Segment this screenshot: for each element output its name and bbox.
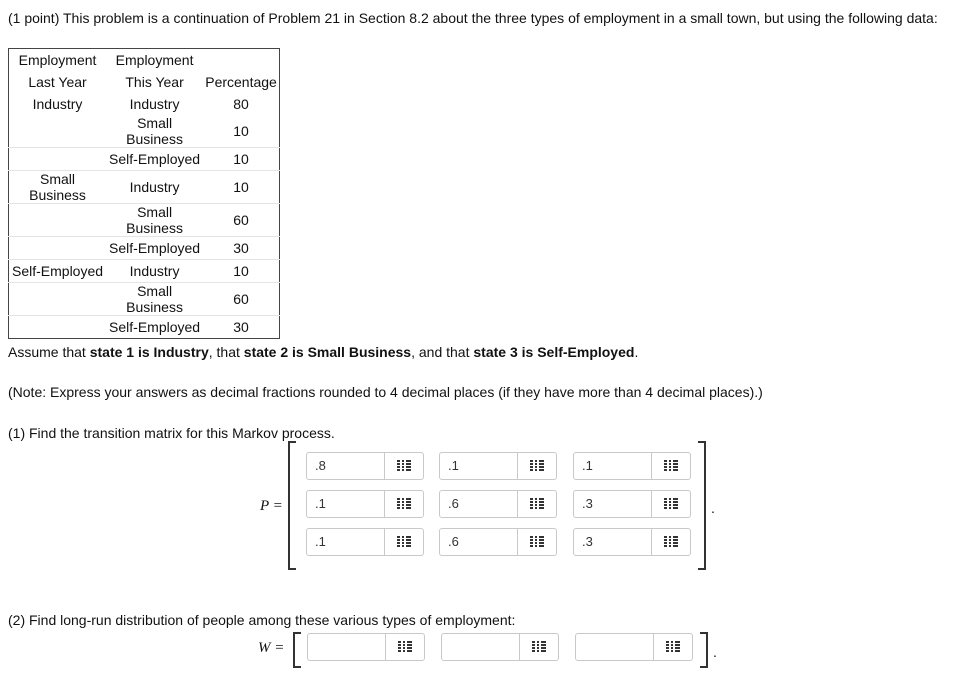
table-cell: Self-Employed [9,260,107,283]
matrix-left-bracket [288,441,296,570]
grid-icon[interactable] [530,498,544,510]
matrix-cell-r1-c1-input[interactable] [307,453,385,479]
table-cell: Self-Employed [106,148,203,171]
table-cell [9,316,107,339]
assume-text-3: , and that [411,344,474,360]
input-divider [385,634,386,660]
table-cell: 10 [203,148,279,171]
matrix-cell-r1-c3-input[interactable] [574,453,652,479]
input-divider [517,453,518,479]
grid-icon[interactable] [397,536,411,548]
table-row [9,148,280,171]
table-row [9,93,280,115]
rounding-note: (Note: Express your answers as decimal fractions rounded to 4 decimal places (if they have more than 4 decimal places).) [8,384,763,400]
assume-state-3: state 3 is Self-Employed [473,344,635,360]
table-cell: Industry [106,260,203,283]
matrix-cell-r2-c2 [439,490,557,518]
grid-icon[interactable] [664,536,678,548]
state-assumption [8,344,638,360]
vector-label: W = [258,640,285,656]
vector-right-bracket [700,632,708,668]
assume-state-1: state 1 is Industry [89,344,209,360]
vector-period: . [713,644,717,660]
matrix-cell-r1-c3 [573,452,691,480]
assume-state-2: state 2 is Small Business [243,344,412,360]
table-cell: Industry [32,96,83,112]
vector-cell-2 [441,633,559,661]
matrix-cell-r3-c3-input[interactable] [574,529,652,555]
matrix-cell-r3-c2 [439,528,557,556]
grid-icon[interactable] [664,460,678,472]
matrix-cell-r2-c1 [306,490,424,518]
input-divider [519,634,520,660]
table-row [9,171,280,204]
table-row [9,237,280,260]
grid-icon[interactable] [664,498,678,510]
table-cell: 80 [233,96,249,112]
table-cell [9,237,107,260]
vector-cell-3 [575,633,693,661]
table-row [9,115,280,148]
table-cell: Industry [106,171,203,204]
assume-text-4: . [634,344,639,360]
matrix-cell-r2-c3-input[interactable] [574,491,652,517]
input-divider [384,529,385,555]
table-cell [9,204,107,237]
vector-cell-3-input[interactable] [576,634,654,660]
table-row [9,204,280,237]
table-cell: Small Business [106,115,203,148]
table-cell [9,283,107,316]
input-divider [653,634,654,660]
matrix-cell-r1-c1 [306,452,424,480]
problem-intro: (1 point) This problem is a continuation of Problem 21 in Section 8.2 about the three types of employment in a small town, but using the following data: [8,10,938,26]
matrix-cell-r3-c1 [306,528,424,556]
employment-data-table [8,48,280,339]
input-divider [384,453,385,479]
matrix-cell-r1-c2-input[interactable] [440,453,518,479]
table-cell: 60 [203,204,279,237]
table-cell: Employment [115,52,194,68]
matrix-period: . [711,500,715,516]
matrix-cell-r1-c2 [439,452,557,480]
grid-icon[interactable] [666,641,680,653]
vector-cell-1-input[interactable] [308,634,386,660]
table-cell [9,148,107,171]
table-row [9,283,280,316]
question-1: (1) Find the transition matrix for this Markov process. [8,425,335,441]
assume-text-2: , that [208,344,244,360]
table-cell [203,49,279,72]
grid-icon[interactable] [398,641,412,653]
table-cell: Last Year [28,74,87,90]
input-divider [651,529,652,555]
input-divider [517,491,518,517]
vector-cell-2-input[interactable] [442,634,520,660]
table-cell: Small Business [9,171,107,204]
table-cell: Employment [18,52,97,68]
table-cell: Percentage [205,74,277,90]
matrix-cell-r3-c1-input[interactable] [307,529,385,555]
grid-icon[interactable] [397,498,411,510]
table-cell: This Year [125,74,184,90]
table-header-row [9,71,280,93]
table-cell: 10 [203,171,279,204]
matrix-right-bracket [698,441,706,570]
table-cell: 30 [203,237,279,260]
table-cell: Small Business [106,283,203,316]
table-cell: 60 [203,283,279,316]
grid-icon[interactable] [530,536,544,548]
vector-cell-1 [307,633,425,661]
matrix-cell-r3-c2-input[interactable] [440,529,518,555]
table-cell: 10 [203,115,279,148]
input-divider [651,453,652,479]
grid-icon[interactable] [397,460,411,472]
matrix-cell-r2-c2-input[interactable] [440,491,518,517]
table-cell: Industry [129,96,180,112]
matrix-label: P = [260,498,283,514]
grid-icon[interactable] [532,641,546,653]
table-cell: Self-Employed [106,237,203,260]
matrix-cell-r3-c3 [573,528,691,556]
grid-icon[interactable] [530,460,544,472]
input-divider [651,491,652,517]
table-row [9,316,280,339]
input-divider [384,491,385,517]
matrix-cell-r2-c1-input[interactable] [307,491,385,517]
table-cell: 10 [203,260,279,283]
table-row [9,260,280,283]
table-cell: 30 [233,319,249,335]
vector-left-bracket [293,632,301,668]
matrix-cell-r2-c3 [573,490,691,518]
input-divider [517,529,518,555]
question-2: (2) Find long-run distribution of people among these various types of employment: [8,612,516,628]
assume-text-1: Assume that [8,344,90,360]
table-cell: Self-Employed [109,319,201,335]
table-cell: Small Business [106,204,203,237]
table-cell [9,115,107,148]
table-header-row [9,49,280,72]
